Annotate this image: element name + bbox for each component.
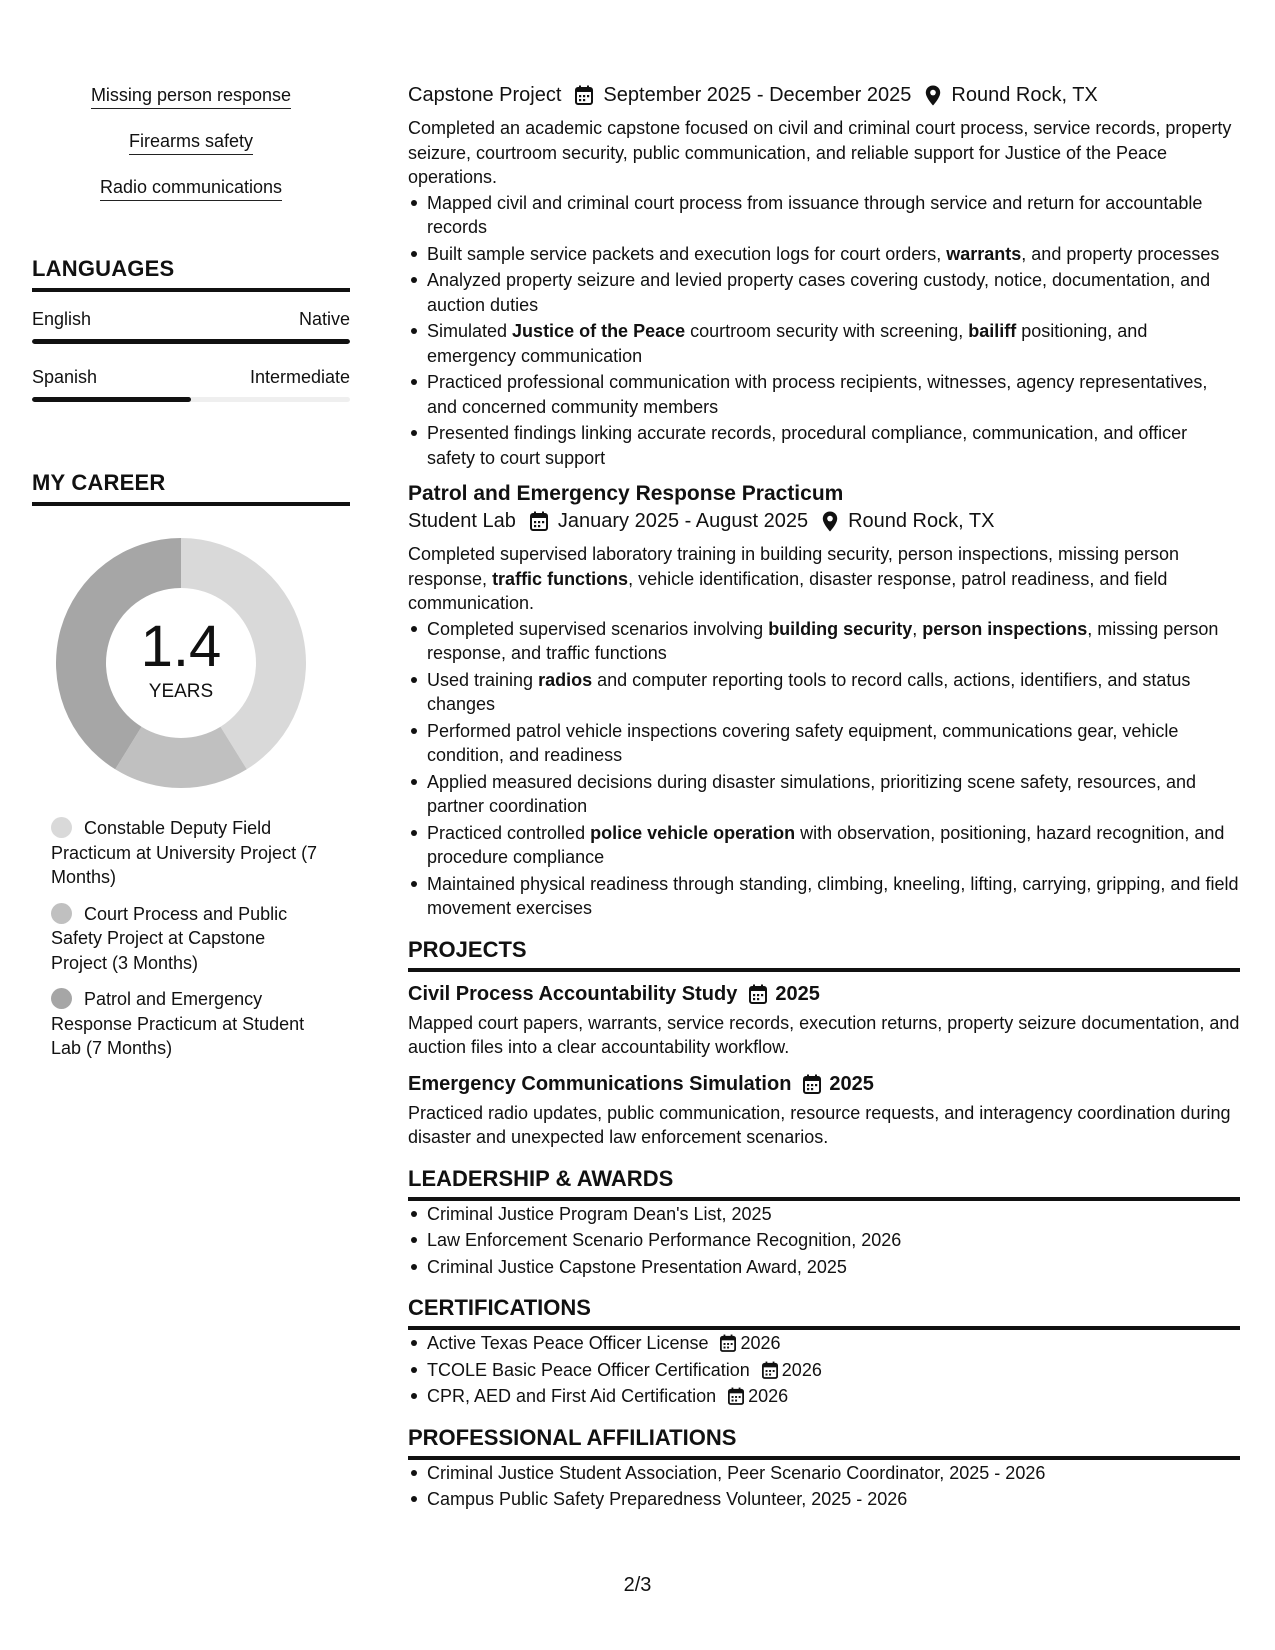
experience-entry	[408, 82, 1240, 470]
map-pin-icon	[925, 85, 941, 106]
project-item	[408, 1070, 1240, 1150]
language-item	[32, 366, 350, 402]
language-proficiency-fill	[32, 397, 191, 402]
list-item: Used training radios and computer reporting tools to record calls, actions, identifiers, and status changes	[408, 668, 1240, 717]
language-level: Native	[298, 309, 350, 329]
job-location: Round Rock, TX	[848, 510, 995, 532]
list-item: Practiced controlled police vehicle operation with observation, positioning, hazard recognition, and procedure compliance	[408, 821, 1240, 870]
calendar-icon	[749, 984, 767, 1004]
legend-item	[51, 902, 321, 976]
page-number: 2/3	[623, 1574, 652, 1596]
legend-item	[51, 816, 321, 890]
certification-year: 2026	[748, 1386, 789, 1406]
certification-name: CPR, AED and First Aid Certification	[427, 1386, 717, 1406]
career-section	[32, 470, 350, 1061]
project-year: 2025	[775, 982, 820, 1005]
job-title: Patrol and Emergency Response Practicum	[408, 482, 844, 505]
career-total-number: 1.4	[140, 614, 222, 679]
list-item: Simulated Justice of the Peace courtroom security with screening, bailiff positioning, and emergency communication	[408, 319, 1240, 368]
list-item: Criminal Justice Program Dean's List, 2025	[408, 1202, 1240, 1227]
legend-label: Constable Deputy Field Practicum at University Project (7 Months)	[51, 818, 318, 887]
experience-entry	[408, 480, 1240, 921]
career-heading: MY CAREER	[32, 470, 350, 506]
list-item: Campus Public Safety Preparedness Volunteer, 2025 - 2026	[408, 1487, 1240, 1512]
certifications-list	[408, 1331, 1240, 1409]
right-column	[408, 82, 1240, 1514]
affiliations-list	[408, 1461, 1240, 1512]
awards-heading: LEADERSHIP & AWARDS	[408, 1166, 1240, 1201]
certifications-section	[408, 1295, 1240, 1409]
map-pin-icon	[822, 511, 838, 532]
job-summary: Completed an academic capstone focused on civil and criminal court process, service records, property seizure, courtroom security, public communication, and reliable support for Justice of the Peace operations.	[408, 118, 1232, 187]
calendar-icon	[530, 511, 548, 531]
job-dates: January 2025 - August 2025	[557, 510, 809, 532]
projects-heading: PROJECTS	[408, 937, 1240, 972]
job-employer: Capstone Project	[408, 84, 562, 106]
legend-dot	[51, 903, 72, 924]
list-item: Criminal Justice Student Association, Peer Scenario Coordinator, 2025 - 2026	[408, 1461, 1240, 1486]
job-bullets	[408, 617, 1240, 921]
certification-name: Active Texas Peace Officer License	[427, 1333, 709, 1353]
donut-center	[56, 538, 306, 788]
awards-list	[408, 1202, 1240, 1280]
list-item: Mapped civil and criminal court process from issuance through service and return for accountable records	[408, 191, 1240, 240]
job-dates: September 2025 - December 2025	[603, 84, 912, 106]
certification-item	[408, 1384, 1240, 1409]
left-column	[32, 84, 350, 1073]
list-item: Analyzed property seizure and levied property cases covering custody, notice, documentation, and auction duties	[408, 268, 1240, 317]
language-name: Spanish	[32, 367, 98, 387]
project-description: Practiced radio updates, public communication, resource requests, and interagency coordination during disaster and unexpected law enforcement scenarios.	[408, 1102, 1231, 1147]
language-item	[32, 308, 350, 344]
job-employer: Student Lab	[408, 510, 516, 532]
skill-tag: Firearms safety	[129, 130, 253, 155]
project-title: Emergency Communications Simulation	[408, 1072, 792, 1095]
skill-tag: Missing person response	[91, 84, 291, 109]
awards-section	[408, 1166, 1240, 1280]
certification-year: 2026	[781, 1359, 822, 1380]
language-proficiency-bar	[32, 339, 350, 344]
job-meta	[408, 82, 1240, 108]
skills-list	[32, 84, 350, 222]
project-year: 2025	[829, 1072, 874, 1095]
calendar-icon	[728, 1387, 744, 1405]
language-name: English	[32, 309, 92, 329]
career-legend	[32, 816, 350, 1061]
calendar-icon	[762, 1361, 778, 1379]
list-item: Practiced professional communication with process recipients, witnesses, agency representatives, and concerned community members	[408, 370, 1240, 419]
job-location: Round Rock, TX	[951, 84, 1098, 106]
project-description: Mapped court papers, warrants, service records, execution returns, property seizure documentation, and auction files into a clear accountability workflow.	[408, 1012, 1240, 1057]
job-summary: Completed supervised laboratory training in building security, person inspections, missing person response, traffic functions, vehicle identification, disaster response, patrol readiness, and field communication.	[408, 544, 1180, 613]
affiliations-section	[408, 1425, 1240, 1512]
calendar-icon	[803, 1074, 821, 1094]
legend-dot	[51, 817, 72, 838]
calendar-icon	[720, 1334, 736, 1352]
legend-label: Patrol and Emergency Response Practicum at Student Lab (7 Months)	[51, 989, 305, 1058]
certification-item	[408, 1358, 1240, 1383]
certification-year: 2026	[740, 1333, 781, 1353]
certifications-heading: CERTIFICATIONS	[408, 1295, 1240, 1330]
job-bullets	[408, 191, 1240, 471]
projects-section	[408, 937, 1240, 1150]
list-item: Law Enforcement Scenario Performance Recognition, 2026	[408, 1228, 1240, 1253]
career-donut-chart	[56, 538, 306, 788]
list-item: Performed patrol vehicle inspections covering safety equipment, communications gear, vehicle condition, and readiness	[408, 719, 1240, 768]
affiliations-heading: PROFESSIONAL AFFILIATIONS	[408, 1425, 1240, 1460]
language-proficiency-fill	[32, 339, 350, 344]
language-level: Intermediate	[249, 367, 350, 387]
list-item: Presented findings linking accurate records, procedural compliance, communication, and officer safety to court support	[408, 421, 1240, 470]
list-item: Maintained physical readiness through standing, climbing, kneeling, lifting, carrying, gripping, and field movement exercises	[408, 872, 1240, 921]
language-proficiency-bar	[32, 397, 350, 402]
skill-tag: Radio communications	[100, 176, 282, 201]
project-title: Civil Process Accountability Study	[408, 982, 738, 1005]
legend-item	[51, 987, 321, 1061]
certification-name: TCOLE Basic Peace Officer Certification	[427, 1359, 750, 1380]
job-meta	[408, 508, 1240, 534]
list-item: Criminal Justice Capstone Presentation Award, 2025	[408, 1255, 1240, 1280]
project-item	[408, 980, 1240, 1060]
list-item: Completed supervised scenarios involving building security, person inspections, missing person response, and traffic functions	[408, 617, 1240, 666]
languages-heading: LANGUAGES	[32, 256, 350, 292]
legend-dot	[51, 988, 72, 1009]
legend-label: Court Process and Public Safety Project at Capstone Project (3 Months)	[51, 903, 288, 973]
list-item: Built sample service packets and execution logs for court orders, warrants, and property processes	[408, 242, 1240, 267]
certification-item	[408, 1331, 1240, 1356]
calendar-icon	[575, 85, 593, 105]
career-total-unit: YEARS	[148, 681, 214, 702]
languages-section	[32, 256, 350, 402]
list-item: Applied measured decisions during disaster simulations, prioritizing scene safety, resources, and partner coordination	[408, 770, 1240, 819]
